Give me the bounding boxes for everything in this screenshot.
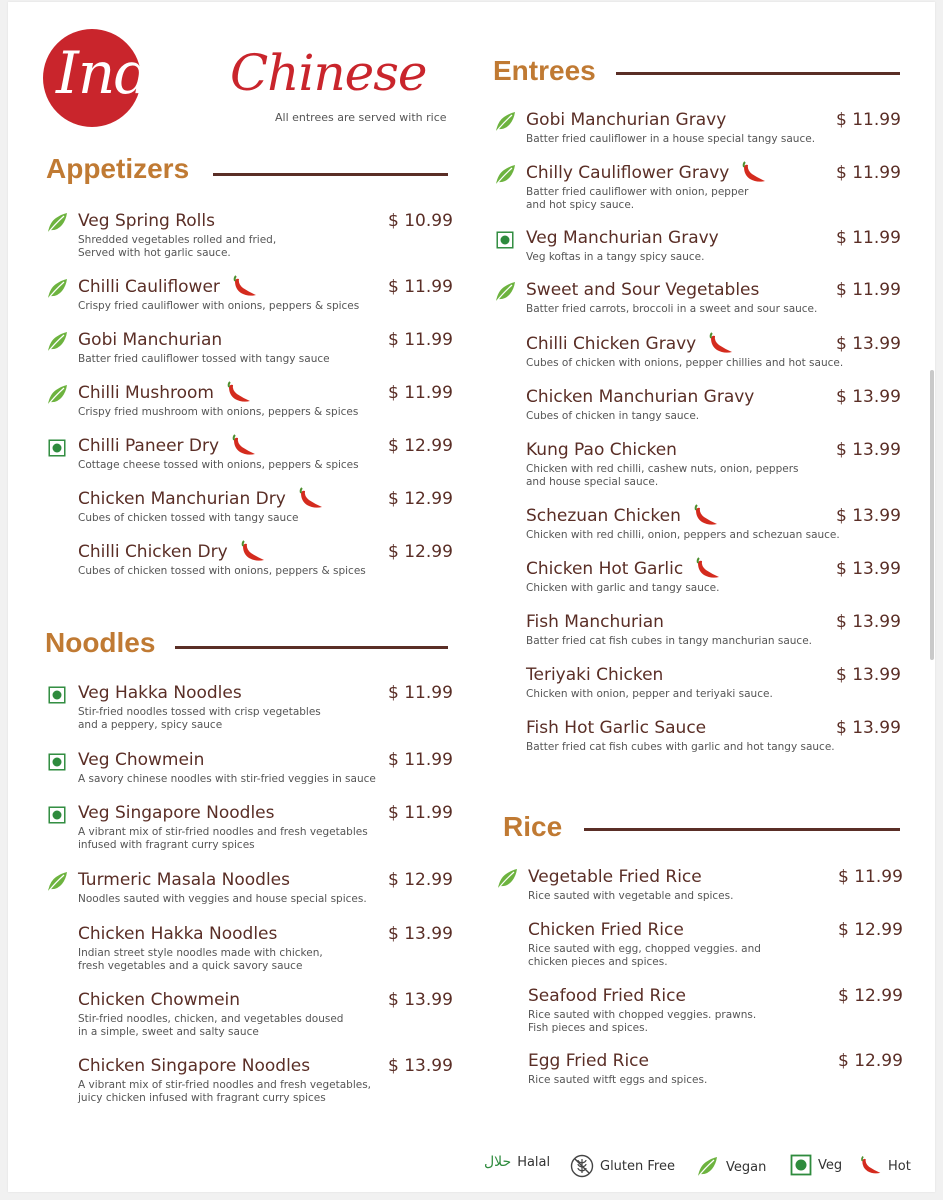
item-name: Chicken Manchurian Dry (78, 489, 286, 509)
vegan-icon (492, 279, 518, 305)
veg-icon (44, 802, 70, 828)
legend-label: Vegan (726, 1159, 767, 1175)
chili-icon (296, 487, 324, 511)
item-description: Rice sauted with chopped veggies. prawns. Fish pieces and spices. (528, 1009, 757, 1034)
item-description: Cubes of chicken tossed with tangy sauce (78, 512, 299, 524)
logo-text-chinese: Chinese (230, 44, 427, 102)
item-name: Veg Chowmein (78, 750, 205, 770)
item-name: Veg Singapore Noodles (78, 803, 275, 823)
vegan-icon-glyph (492, 109, 518, 135)
section-divider (213, 173, 448, 176)
item-price: $ 10.99 (388, 211, 453, 231)
vegan-icon (494, 866, 520, 892)
section-title-rice: Rice (503, 811, 563, 842)
rice-note: All entrees are served with rice (275, 111, 447, 124)
item-name: Chicken Hot Garlic (526, 559, 684, 579)
vegan-icon (694, 1154, 720, 1180)
item-price: $ 11.99 (836, 110, 901, 130)
item-description: Rice sauted with egg, chopped veggies. and chicken pieces and spices. (528, 943, 761, 968)
scrollbar[interactable] (930, 370, 934, 660)
item-description: Batter fried cauliflower tossed with tangy sauce (78, 353, 330, 365)
legend-halal (484, 1154, 550, 1170)
item-price: $ 11.99 (836, 280, 901, 300)
item-description: Rice sauted with vegetable and spices. (528, 890, 734, 902)
item-description: Indian street style noodles made with chicken, fresh vegetables and a quick savory sauce (78, 947, 323, 972)
item-price: $ 13.99 (836, 334, 901, 354)
vegan-icon-glyph (44, 210, 70, 236)
item-description: Stir-fried noodles tossed with crisp vegetables and a peppery, spicy sauce (78, 706, 321, 731)
item-price: $ 11.99 (388, 383, 453, 403)
vegan-icon (492, 109, 518, 135)
veg-icon-glyph (496, 231, 514, 249)
chili-icon (224, 381, 252, 405)
item-price: $ 13.99 (836, 665, 901, 685)
item-price: $ 12.99 (388, 542, 453, 562)
item-description: Chicken with red chilli, cashew nuts, onion, peppers and house special sauce. (526, 463, 799, 488)
veg-icon (44, 749, 70, 775)
item-price: $ 11.99 (388, 683, 453, 703)
item-price: $ 13.99 (836, 718, 901, 738)
legend-hot (858, 1154, 911, 1178)
item-name: Vegetable Fried Rice (528, 867, 702, 887)
vegan-icon (44, 382, 70, 408)
item-name: Chilli Cauliflower (78, 277, 220, 297)
item-name: Chilly Cauliflower Gravy (526, 163, 730, 183)
item-price: $ 12.99 (388, 870, 453, 890)
item-description: Veg koftas in a tangy spicy sauce. (526, 251, 705, 263)
item-description: A vibrant mix of stir-fried noodles and fresh vegetables infused with fragrant curry spices (78, 826, 368, 851)
item-name: Sweet and Sour Vegetables (526, 280, 760, 300)
item-description: Cottage cheese tossed with onions, peppers & spices (78, 459, 359, 471)
legend-label: Gluten Free (600, 1158, 675, 1174)
item-name: Teriyaki Chicken (526, 665, 664, 685)
chili-icon (691, 504, 719, 528)
item-name: Veg Manchurian Gravy (526, 228, 719, 248)
legend-label: Hot (888, 1158, 911, 1174)
section-title-appetizers: Appetizers (46, 153, 190, 184)
section-title-entrees: Entrees (493, 55, 596, 86)
item-description: Batter fried cat fish cubes with garlic and hot tangy sauce. (526, 741, 835, 753)
item-description: Batter fried cauliflower in a house special tangy sauce. (526, 133, 816, 145)
item-price: $ 13.99 (836, 559, 901, 579)
item-description: Stir-fried noodles, chicken, and vegetables doused in a simple, sweet and salty sauce (78, 1013, 344, 1038)
chili-icon (693, 557, 721, 581)
section-title-noodles: Noodles (45, 627, 156, 658)
item-description: Chicken with onion, pepper and teriyaki sauce. (526, 688, 773, 700)
vegan-icon (44, 210, 70, 236)
veg-icon-glyph (48, 439, 66, 457)
veg-icon (44, 435, 70, 461)
chili-icon (858, 1154, 882, 1178)
item-description: Shredded vegetables rolled and fried, Served with hot garlic sauce. (78, 234, 277, 259)
vegan-icon-glyph (44, 329, 70, 355)
chili-icon (739, 161, 767, 185)
item-name: Chicken Fried Rice (528, 920, 684, 940)
item-price: $ 13.99 (836, 387, 901, 407)
item-price: $ 12.99 (388, 489, 453, 509)
vegan-icon-glyph (492, 279, 518, 305)
vegan-icon-glyph (492, 162, 518, 188)
legend-label: Halal (517, 1154, 551, 1170)
item-price: $ 11.99 (836, 163, 901, 183)
vegan-icon (44, 276, 70, 302)
item-description: Chicken with garlic and tangy sauce. (526, 582, 720, 594)
item-description: Crispy fried cauliflower with onions, peppers & spices (78, 300, 360, 312)
item-description: Rice sauted witft eggs and spices. (528, 1074, 708, 1086)
item-price: $ 11.99 (388, 330, 453, 350)
veg-icon-glyph (48, 806, 66, 824)
item-price: $ 11.99 (388, 277, 453, 297)
vegan-icon-glyph (44, 276, 70, 302)
item-description: Chicken with red chilli, onion, peppers and schezuan sauce. (526, 529, 840, 541)
item-name: Egg Fried Rice (528, 1051, 649, 1071)
veg-icon-glyph (48, 753, 66, 771)
chili-icon (229, 434, 257, 458)
item-name: Chicken Manchurian Gravy (526, 387, 755, 407)
item-description: Batter fried cauliflower with onion, pepper and hot spicy sauce. (526, 186, 749, 211)
veg-icon (790, 1154, 812, 1176)
vegan-icon-glyph (44, 382, 70, 408)
veg-icon (44, 682, 70, 708)
legend-label: Veg (818, 1157, 843, 1173)
item-description: Cubes of chicken tossed with onions, peppers & spices (78, 565, 366, 577)
item-price: $ 13.99 (388, 1056, 453, 1076)
legend-gluten-free (570, 1154, 675, 1178)
item-description: Crispy fried mushroom with onions, peppers & spices (78, 406, 359, 418)
item-price: $ 13.99 (836, 612, 901, 632)
item-description: A vibrant mix of stir-fried noodles and fresh vegetables, juicy chicken infused with fragrant curry spices (78, 1079, 372, 1104)
item-name: Gobi Manchurian (78, 330, 223, 350)
item-name: Turmeric Masala Noodles (78, 870, 291, 890)
legend-veg (790, 1154, 842, 1176)
gluten-free-icon (570, 1154, 594, 1178)
item-description: Noodles sauted with veggies and house special spices. (78, 893, 367, 905)
item-price: $ 11.99 (388, 750, 453, 770)
item-description: Cubes of chicken with onions, pepper chillies and hot sauce. (526, 357, 844, 369)
item-price: $ 13.99 (388, 924, 453, 944)
item-name: Fish Hot Garlic Sauce (526, 718, 707, 738)
item-name: Fish Manchurian (526, 612, 664, 632)
item-name: Chicken Chowmein (78, 990, 241, 1010)
item-name: Seafood Fried Rice (528, 986, 686, 1006)
item-price: $ 13.99 (388, 990, 453, 1010)
item-name: Gobi Manchurian Gravy (526, 110, 727, 130)
chili-icon (238, 540, 266, 564)
vegan-icon (44, 329, 70, 355)
item-description: A savory chinese noodles with stir-fried veggies in sauce (78, 773, 376, 785)
item-price: $ 11.99 (836, 228, 901, 248)
section-divider (584, 828, 900, 831)
section-divider (175, 646, 448, 649)
item-name: Chicken Hakka Noodles (78, 924, 278, 944)
item-price: $ 13.99 (836, 440, 901, 460)
veg-icon (492, 227, 518, 253)
vegan-icon-glyph (494, 866, 520, 892)
item-price: $ 12.99 (388, 436, 453, 456)
item-price: $ 11.99 (388, 803, 453, 823)
item-name: Schezuan Chicken (526, 506, 681, 526)
item-name: Chilli Paneer Dry (78, 436, 220, 456)
item-name: Chilli Chicken Dry (78, 542, 228, 562)
item-name: Chilli Mushroom (78, 383, 214, 403)
item-price: $ 12.99 (838, 1051, 903, 1071)
item-price: $ 13.99 (836, 506, 901, 526)
item-price: $ 12.99 (838, 986, 903, 1006)
item-name: Kung Pao Chicken (526, 440, 677, 460)
menu-page (8, 2, 935, 1192)
legend-vegan (694, 1154, 766, 1180)
item-name: Chicken Singapore Noodles (78, 1056, 311, 1076)
vegan-icon (44, 869, 70, 895)
item-name: Veg Spring Rolls (78, 211, 215, 231)
vegan-icon-glyph (44, 869, 70, 895)
item-price: $ 11.99 (838, 867, 903, 887)
item-price: $ 12.99 (838, 920, 903, 940)
veg-icon-glyph (48, 686, 66, 704)
halal-icon: حلال (484, 1154, 512, 1170)
chili-icon (706, 332, 734, 356)
item-description: Batter fried carrots, broccoli in a sweet and sour sauce. (526, 303, 818, 315)
section-divider (616, 72, 900, 75)
logo-text-indo: Indo (56, 39, 185, 107)
item-name: Chilli Chicken Gravy (526, 334, 697, 354)
vegan-icon (492, 162, 518, 188)
item-name: Veg Hakka Noodles (78, 683, 242, 703)
chili-icon (230, 275, 258, 299)
item-description: Cubes of chicken in tangy sauce. (526, 410, 700, 422)
item-description: Batter fried cat fish cubes in tangy manchurian sauce. (526, 635, 813, 647)
